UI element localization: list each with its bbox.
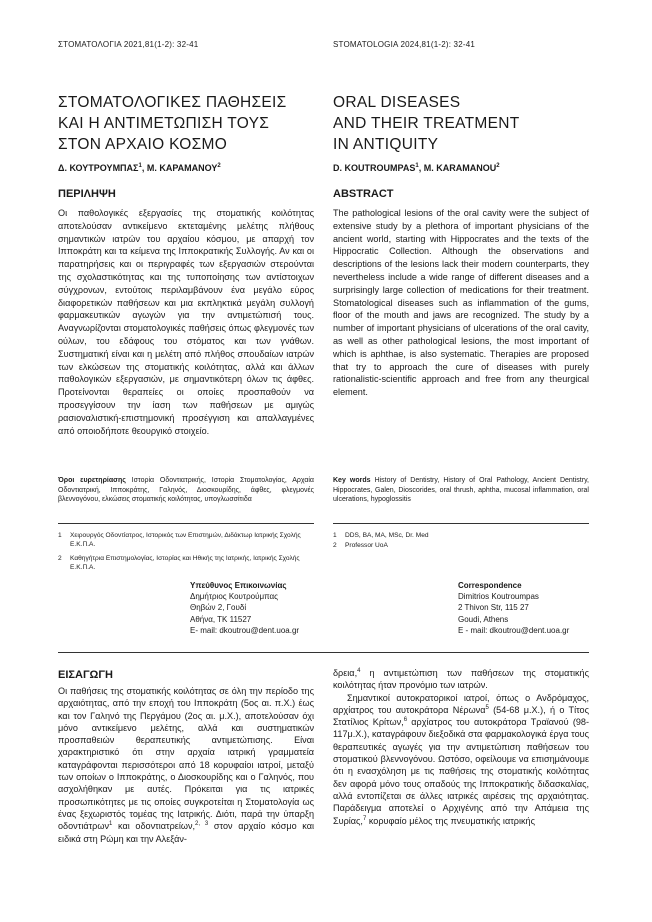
intro-text-left bbox=[58, 685, 314, 845]
keywords-label: Key words bbox=[333, 477, 371, 484]
intro-text: Σημαντικοί αυτοκρατορικοί ιατροί, όπως ο Ανδρόμαχος, αρχίατρος του αυτοκράτορα Νέρωνα bbox=[333, 692, 589, 715]
correspondence-greek bbox=[190, 580, 299, 636]
keywords-list: History of Dentistry, History of Oral Pathology, Ancient Dentistry, Hippocrates, Galen, Dioscorides, oral thrush, aphtha, mucosal inflammation, oral ulcerations, hypoglossitis bbox=[333, 477, 589, 504]
abstract-text-greek: Οι παθολογικές εξεργασίες της στοματικής κοιλότητας αποτελούσαν αντικείμενο εκτεταμένης μελέτης πλήθους σημαντικών ιατρών του αρχαίου κόσμου, με απαρχή τον Ιπποκράτη και τα κείμενα της Ιπποκρατικής Συλλογής. Αν και οι παρατηρήσεις και οι περιγραφές των εξεργασιών στερούνται της σχολαστικότητας και της τυποποίησης των αντίστοιχων σύγχρονων, εντούτοις περιλαμβάνουν ένα μεγάλο εύρος διαφορετικών παθήσεων και μια εκπληκτικά μεγάλη συλλογή φαρμακευτικών αγωγών για την αντιμετώπισή τους. Αναγνωρίζονται στοματολογικές παθήσεις όπως φλεγμονές των ούλων, του εδάφους του στόματος και των γνάθων. Συστηματική είναι και η μελέτη από πλήθος σπουδαίων ιατρών των ελκώσεων της στοματικής κοιλότητας, αλλά και άλλων παθολογικών εξεργασιών, με σημαντικότερη όλων τις άφθες. Προτείνονται θεραπείες οι οποίες προσπαθούν να προσεγγίσουν την ίαση των παθήσεων με αμιγώς ρασιοναλιστική-επιστημονική προσέγγιση και απαλλαγμένες από οποιοδήποτε θεουργικό στοιχείο. bbox=[58, 208, 314, 436]
author-affiliation-mark: 1 bbox=[415, 163, 419, 169]
intro-text: και οδοντιατρείων, bbox=[112, 821, 196, 832]
correspondence-city: Αθήνα, ΤΚ 11527 bbox=[190, 614, 252, 624]
keywords-greek bbox=[58, 476, 314, 505]
intro-text: Οι παθήσεις της στοματικής κοιλότητας σε όλη την περίοδο της αρχαιότητας, από την εποχή του Ιπποκράτη (5ος αι. π.Χ.) έως και τον Γαληνό της Περγάμου (2ος αι. μ.Χ.), αποτελούσαν όχι μόνο αντικείμενο μελέτης, αλλά και συστηματικών προσπαθειών θεραπευτικής αντιμετώπισης. Είναι χαρακτηριστικό ότι στην αρχαία ιατρική γραμματεία καταγράφονται περισσότεροι από 18 κορυφαίοι ιατροί, μεταξύ των οποίων ο Ιπποκράτης, ο Διοσκουρίδης και ο Γαληνός, που ασχολήθηκαν με αυτές. Πρόκειται για τις ιατρικές προσωπικότητες με τις οποίες συγκροτείται η Στοματολογία ως ένας ξεχωριστός τομέας της Ιατρικής. Διότι, παρά την ύπαρξη οδοντιάτρων bbox=[58, 686, 314, 832]
citation-mark: 5 bbox=[485, 704, 489, 711]
title-line: IN ANTIQUITY bbox=[333, 136, 439, 153]
intro-text: (54-68 μ.Χ.), ή ο Τίτος Στατίλιος Κρίτων, bbox=[333, 704, 589, 728]
keywords-label: Όροι ευρετηρίασης bbox=[58, 477, 126, 484]
author-separator: , bbox=[141, 163, 147, 173]
correspondence-name: Δημήτριος Κουτρούμπας bbox=[190, 592, 278, 602]
author-affiliation-mark: 1 bbox=[138, 163, 142, 169]
footnote-number: 1 bbox=[333, 532, 337, 539]
intro-text: αρχίατρος του αυτοκράτορα Τραϊανού (98-117μ.Χ.), καταγράφουν διεξοδικά στα φαρμακολογικά έργα τους θεραπευτικές αγωγές για την αντιμετώπιση παθήσεων του στοματικού βλεννογόνου. Ωστόσο, οφείλουμε να επισημάνουμε ότι η ενασχόληση με τις παθήσεις της στοματικής κοιλότητας δεν αφορά μόνο τους οπαδούς της Ιπποκρατικής διδασκαλίας, αλλά εντοπίζεται σε άλλες ιατρικές αιρέσεις της αρχαιότητας. Παράδειγμα αποτελεί ο Αρχιγένης από την Απάμεια της Συρίας, bbox=[333, 717, 590, 826]
section-divider bbox=[58, 652, 589, 653]
abstract-text-english: The pathological lesions of the oral cavity were the subject of extensive study by a plethora of important physicians of the ancient world, starting with Hippocrates and the texts of the Hippocratic Collection. Although the observations and descriptions of the lesions lack their modern counterparts, they nevertheless include a wide range of different diseases and a surprisingly large collection of medications for their treatment. Stomatological diseases such as inflammation of the gums, floor of the mouth and jaws are recognized. The study by a number of important physicians of ulcerations of the oral cavity, as well as other pathological lesions, the most important of which is aphthae, is also systematic. Therapies are proposed that try to approach the cure of diseases with purely rationalistic-scientific approach and free from any theurgical element. bbox=[333, 208, 589, 398]
footnote-text: Καθηγήτρια Επιστημολογίας, Ιστορίας και Ηθικής της Ιατρικής, Ιατρικής Σχολής Ε.Κ.Π.Α. bbox=[70, 555, 300, 571]
footnote-number: 1 bbox=[58, 532, 62, 539]
abstract-heading-greek: ΠΕΡΙΛΗΨΗ bbox=[58, 188, 116, 200]
footnote-divider bbox=[333, 523, 589, 524]
keywords-english bbox=[333, 476, 589, 505]
author-affiliation-mark: 2 bbox=[496, 163, 500, 169]
author-name: M. KARAMANOU bbox=[423, 163, 497, 173]
intro-paragraph bbox=[333, 692, 589, 827]
citation-mark: 1 bbox=[109, 821, 113, 828]
footnote-greek-1 bbox=[58, 531, 314, 549]
correspondence-english bbox=[458, 580, 569, 636]
correspondence-heading: Correspondence bbox=[458, 581, 522, 590]
footnote-text: Χειρουργός Οδοντίατρος, Ιστορικός των Επιστημών, Διδάκτωρ Ιατρικής Σχολής Ε.Κ.Π.Α. bbox=[70, 532, 301, 548]
article-title-english bbox=[333, 92, 520, 155]
intro-text: η αντιμετώπιση των παθήσεων της στοματικής κοιλότητας ήταν προνόμιο των ιατρών. bbox=[333, 668, 589, 691]
footnote-text: DDS, BA, MA, MSc, Dr. Med bbox=[345, 532, 429, 539]
intro-heading: ΕΙΣΑΓΩΓΗ bbox=[58, 669, 113, 681]
footnote-divider bbox=[58, 523, 314, 524]
title-line: ΣΤΟΜΑΤΟΛΟΓΙΚΕΣ ΠΑΘΗΣΕΙΣ bbox=[58, 94, 287, 111]
keywords-list: Ιστορία Οδοντιατρικής, Ιστορία Στοματολογίας, Αρχαία Οδοντιατρική, Ιπποκράτης, Γαληνός, Διοσκουρίδης, άφθες, φλεγμονές βλεννογόνου, ελκώσεις στοματικής κοιλότητας, υπογλωσσίτιδα bbox=[58, 477, 314, 504]
title-line: ORAL DISEASES bbox=[333, 94, 461, 111]
footnote-english-1 bbox=[333, 531, 589, 540]
authors-greek bbox=[58, 163, 221, 173]
correspondence-address: Θηβών 2, Γουδί bbox=[190, 603, 247, 613]
author-name: Μ. ΚΑΡΑΜΑΝΟΥ bbox=[146, 163, 218, 173]
authors-english bbox=[333, 163, 500, 173]
citation-mark: 2, 3 bbox=[195, 821, 209, 828]
title-line: ΚΑΙ Η ΑΝΤΙΜΕΤΩΠΙΣΗ ΤΟΥΣ bbox=[58, 115, 270, 132]
citation-mark: 4 bbox=[357, 667, 361, 674]
abstract-heading-english: ABSTRACT bbox=[333, 188, 394, 200]
intro-text: δρεια, bbox=[333, 668, 358, 678]
correspondence-heading: Υπεύθυνος Επικοινωνίας bbox=[190, 581, 287, 590]
title-line: AND THEIR TREATMENT bbox=[333, 115, 520, 132]
correspondence-address: 2 Thivon Str, 115 27 bbox=[458, 603, 529, 613]
citation-mark: 6 bbox=[403, 717, 408, 724]
correspondence-email[interactable]: E- mail: dkoutrou@dent.uoa.gr bbox=[190, 625, 300, 635]
correspondence-email[interactable]: E - mail: dkoutrou@dent.uoa.gr bbox=[458, 625, 570, 635]
correspondence-city: Goudi, Athens bbox=[458, 614, 509, 624]
footnote-english-2 bbox=[333, 541, 589, 550]
footnote-number: 2 bbox=[333, 542, 337, 549]
intro-text: στον αρχαίο κόσμο και ειδικά στη Ρώμη και την Αλεξάν- bbox=[58, 821, 315, 844]
correspondence-name: Dimitrios Koutroumpas bbox=[458, 592, 539, 602]
footnote-text: Professor UoA bbox=[345, 542, 388, 549]
author-affiliation-mark: 2 bbox=[217, 163, 221, 169]
author-name: D. KOUTROUMPAS bbox=[333, 163, 416, 173]
running-header-greek: ΣΤΟΜΑΤΟΛΟΓΙΑ 2021,81(1-2): 32-41 bbox=[58, 40, 199, 49]
footnote-number: 2 bbox=[58, 555, 62, 562]
running-header-english: STOMATOLOGIA 2024,81(1-2): 32-41 bbox=[333, 40, 476, 49]
title-line: ΣΤΟΝ ΑΡΧΑΙΟ ΚΟΣΜΟ bbox=[58, 136, 228, 153]
author-name: Δ. ΚΟΥΤΡΟΥΜΠΑΣ bbox=[58, 163, 139, 173]
intro-text: κορυφαίο μέλος της πνευματικής ιατρικής bbox=[366, 815, 535, 826]
footnote-greek-2 bbox=[58, 554, 314, 572]
author-separator: , bbox=[418, 163, 424, 173]
intro-text-right bbox=[333, 667, 589, 827]
intro-paragraph bbox=[333, 667, 589, 692]
article-title-greek bbox=[58, 92, 287, 155]
citation-mark: 7 bbox=[362, 815, 367, 822]
